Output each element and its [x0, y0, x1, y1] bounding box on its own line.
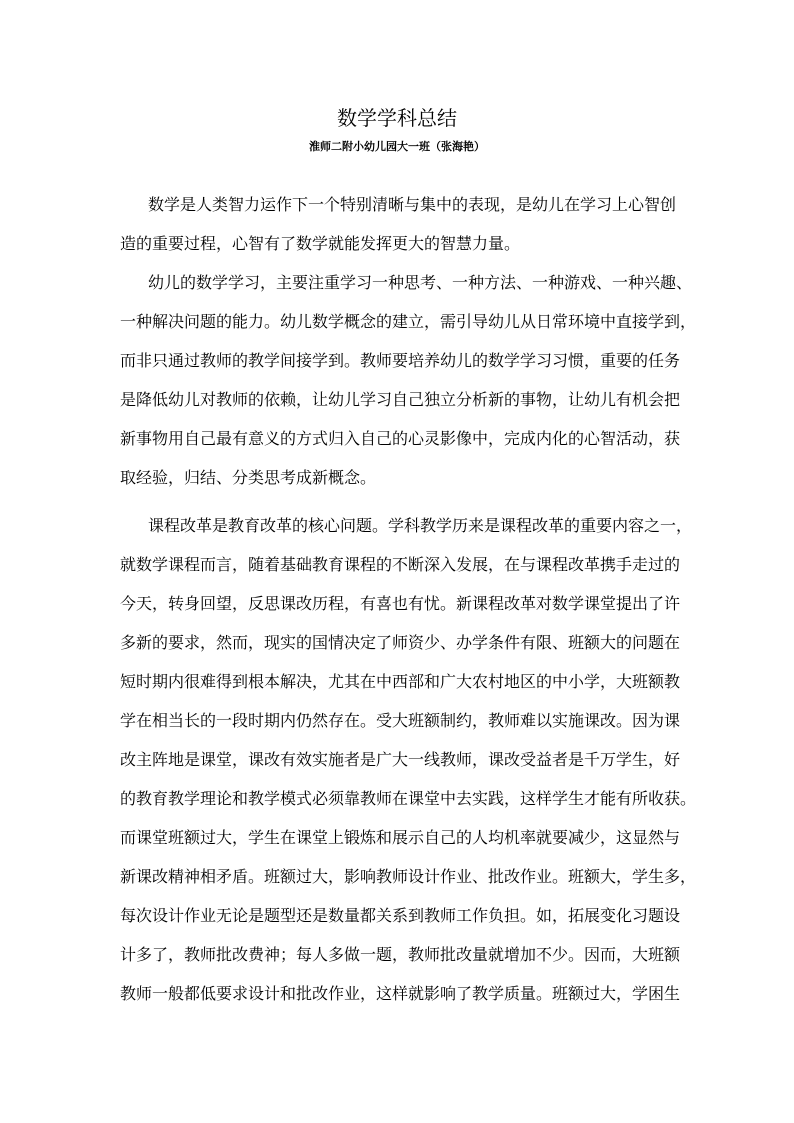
- text-line: 新事物用自己最有意义的方式归入自己的心灵影像中，完成内化的心智活动，获: [120, 429, 681, 448]
- text-line: 一种解决问题的能力。幼儿数学概念的建立，需引导幼儿从日常环境中直接学到，: [120, 312, 697, 331]
- text-line: 而非只通过教师的教学间接学到。教师要培养幼儿的数学学习习惯，重要的任务: [120, 351, 681, 370]
- text-line: 而课堂班额过大，学生在课堂上锻炼和展示自己的人均机率就要减少，这显然与: [120, 828, 681, 847]
- text-line: 计多了，教师批改费神；每人多做一题，教师批改量就增加不少。因而，大班额: [120, 945, 681, 964]
- text-line: 每次设计作业无论是题型还是数量都关系到教师工作负担。如，拓展变化习题设: [120, 906, 681, 925]
- text-line: 多新的要求，然而，现实的国情决定了师资少、办学条件有限、班额大的问题在: [120, 633, 681, 652]
- document-title: 数学学科总结: [337, 106, 457, 130]
- text-line: 教师一般都低要求设计和批改作业，这样就影响了教学质量。班额过大，学困生: [120, 984, 681, 1003]
- text-line: 数学是人类智力运作下一个特别清晰与集中的表现，是幼儿在学习上心智创: [148, 195, 677, 214]
- text-line: 取经验，归结、分类思考成新概念。: [120, 468, 377, 487]
- text-line: 今天，转身回望，反思课改历程，有喜也有忧。新课程改革对数学课堂提出了许: [120, 594, 681, 613]
- text-line: 幼儿的数学学习，主要注重学习一种思考、一种方法、一种游戏、一种兴趣、: [148, 273, 693, 292]
- text-line: 的教育教学理论和教学模式必须靠教师在课堂中去实践，这样学生才能有所收获。: [120, 789, 697, 808]
- text-line: 学在相当长的一段时期内仍然存在。受大班额制约，教师难以实施课改。因为课: [120, 711, 681, 730]
- text-line: 改主阵地是课堂，课改有效实施者是广大一线教师，课改受益者是千万学生，好: [120, 750, 681, 769]
- text-line: 短时期内很难得到根本解决，尤其在中西部和广大农村地区的中小学，大班额教: [120, 672, 681, 691]
- text-line: 就数学课程而言，随着基础教育课程的不断深入发展，在与课程改革携手走过的: [120, 555, 681, 574]
- text-line: 造的重要过程，心智有了数学就能发挥更大的智慧力量。: [120, 234, 521, 253]
- text-line: 新课改精神相矛盾。班额过大，影响教师设计作业、批改作业。班额大，学生多，: [120, 867, 697, 886]
- text-line: 课程改革是教育改革的核心问题。学科教学历来是课程改革的重要内容之一，: [148, 516, 693, 535]
- text-line: 是降低幼儿对教师的依赖，让幼儿学习自己独立分析新的事物，让幼儿有机会把: [120, 390, 681, 409]
- document-subtitle: 淮师二附小幼儿园大一班（张海艳）: [309, 140, 485, 153]
